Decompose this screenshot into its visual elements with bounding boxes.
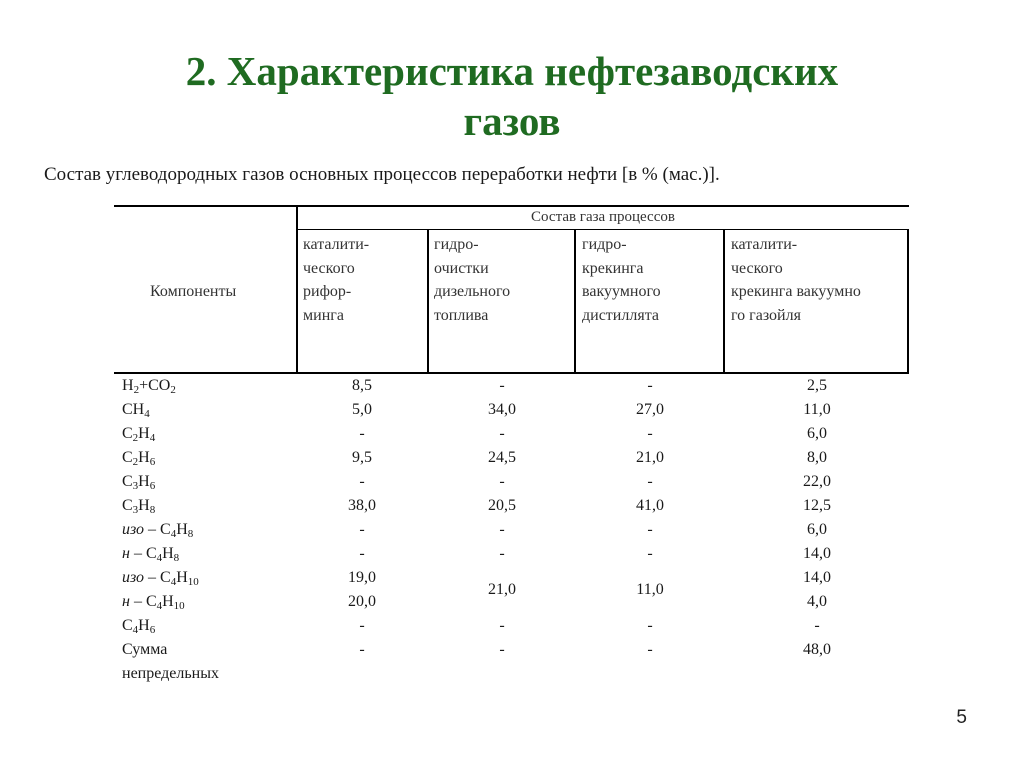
value-cell: - — [499, 545, 505, 562]
header-divider-3 — [574, 229, 576, 374]
value-cell: - — [647, 521, 653, 538]
value-cell-merged: 21,0 — [488, 581, 516, 598]
value-cell: - — [814, 617, 820, 634]
component-ch4: $CH_4$ — [122, 401, 150, 420]
value-cell-merged: 11,0 — [636, 581, 664, 598]
component-n-c4h10: н – $C_4H_{10}$ — [122, 593, 185, 612]
value-cell: 2,5 — [807, 377, 827, 394]
value-cell: 9,5 — [352, 449, 372, 466]
value-cell: 14,0 — [803, 545, 831, 562]
slide-title-line2: газов — [463, 98, 561, 144]
component-iso-c4h10: изо – $C_4H_{10}$ — [122, 569, 199, 588]
value-cell: 27,0 — [636, 401, 664, 418]
value-cell: 11,0 — [803, 401, 831, 418]
value-cell: 6,0 — [807, 521, 827, 538]
column-header-catcracking: каталити- ческого крекинга вакуумно го газойля — [731, 236, 861, 324]
value-cell: - — [499, 425, 505, 442]
value-cell: 8,0 — [807, 449, 827, 466]
value-cell: 14,0 — [803, 569, 831, 586]
header-divider-2 — [427, 229, 429, 374]
header-divider-1 — [296, 205, 298, 374]
value-cell: - — [647, 377, 653, 394]
value-cell: 22,0 — [803, 473, 831, 490]
component-iso-c4h8: изо – $C_4H_8$ — [122, 521, 194, 540]
component-c2h4: $C_2H_4$ — [122, 425, 156, 444]
value-cell: - — [359, 641, 365, 658]
value-cell: 4,0 — [807, 593, 827, 610]
value-cell: 19,0 — [348, 569, 376, 586]
value-cell: - — [499, 377, 505, 394]
value-cell: - — [647, 545, 653, 562]
value-cell: 12,5 — [803, 497, 831, 514]
header-divider-5 — [907, 229, 909, 374]
value-cell: 8,5 — [352, 377, 372, 394]
value-cell: 34,0 — [488, 401, 516, 418]
value-cell: - — [647, 641, 653, 658]
component-h2-co2: $H_2+CO_2$ — [122, 377, 176, 396]
slide-title-line1: 2. Характеристика нефтезаводских — [185, 48, 839, 94]
value-cell: 20,0 — [348, 593, 376, 610]
value-cell: 20,5 — [488, 497, 516, 514]
value-cell: - — [499, 641, 505, 658]
value-cell: - — [499, 473, 505, 490]
value-cell: - — [359, 545, 365, 562]
value-cell: - — [359, 617, 365, 634]
value-cell: - — [499, 617, 505, 634]
table-caption: Состав углеводородных газов основных процессов переработки нефти [в % (мас.)]. — [44, 164, 720, 185]
component-c2h6: $C_2H_6$ — [122, 449, 156, 468]
component-c3h6: $C_3H_6$ — [122, 473, 156, 492]
column-header-hydrotreating: гидро- очистки дизельного топлива — [434, 236, 511, 324]
value-cell: - — [647, 425, 653, 442]
component-n-c4h8: н – $C_4H_8$ — [122, 545, 180, 564]
value-cell: - — [499, 521, 505, 538]
column-header-hydrocracking: гидро- крекинга вакуумного дистиллята — [582, 236, 661, 324]
value-cell: 24,5 — [488, 449, 516, 466]
value-cell: - — [359, 425, 365, 442]
slide-title — [0, 46, 1024, 146]
value-cell: 5,0 — [352, 401, 372, 418]
value-cell: 38,0 — [348, 497, 376, 514]
group-header: Состав газа процессов — [531, 209, 675, 225]
value-cell: 21,0 — [636, 449, 664, 466]
value-cell: 48,0 — [803, 641, 831, 658]
value-cell: - — [359, 521, 365, 538]
value-cell: - — [647, 473, 653, 490]
page-number: 5 — [956, 707, 967, 728]
component-unsaturated-sum: Сумма непредельных — [122, 641, 219, 682]
component-c4h6: $C_4H_6$ — [122, 617, 156, 636]
value-cell: - — [647, 617, 653, 634]
column-header-reforming: каталити- ческого рифор- минга — [303, 236, 370, 324]
value-cell: 6,0 — [807, 425, 827, 442]
components-header: Компоненты — [150, 283, 237, 300]
value-cell: 41,0 — [636, 497, 664, 514]
component-c3h8: $C_3H_8$ — [122, 497, 156, 516]
value-cell: - — [359, 473, 365, 490]
header-divider-4 — [723, 229, 725, 374]
